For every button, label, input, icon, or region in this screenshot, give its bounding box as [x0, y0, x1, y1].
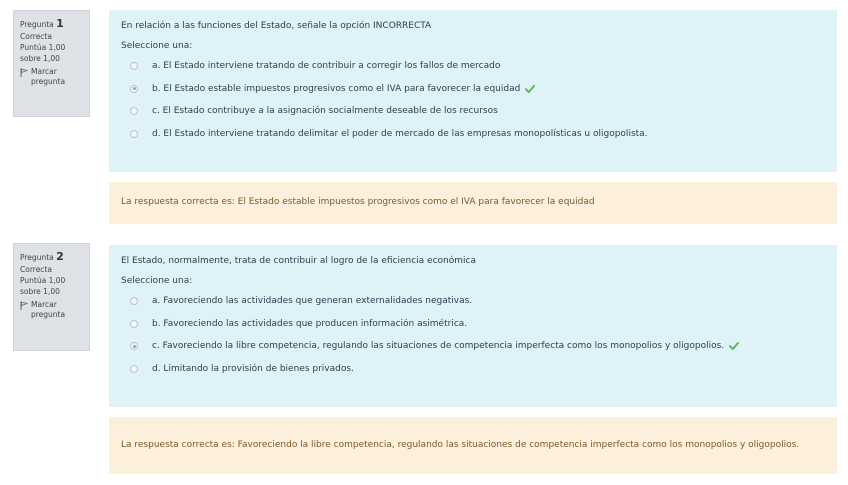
- question-number-2: Pregunta 2: [20, 250, 64, 263]
- radio-button[interactable]: [130, 365, 138, 373]
- check-icon: [729, 342, 739, 350]
- answer-option-label: d. Limitando la provisión de bienes privados.: [152, 363, 354, 374]
- answer-prompt-2: Seleccione una:: [121, 276, 193, 286]
- answer-option[interactable]: [121, 290, 825, 313]
- question-content-2: [109, 245, 837, 407]
- question-content-1: [109, 10, 837, 172]
- answer-option[interactable]: [121, 335, 825, 358]
- answer-option-label: c. El Estado contribuye a la asignación socialmente deseable de los recursos: [152, 106, 498, 117]
- question-info-2: [13, 243, 90, 351]
- question-score-1: Puntúa 1,00 sobre 1,00: [20, 42, 66, 63]
- radio-button[interactable]: [130, 85, 138, 93]
- question-number-1: Pregunta 1: [20, 17, 64, 30]
- answer-option[interactable]: [121, 55, 825, 78]
- answer-option-label: c. Favoreciendo la libre competencia, regulando las situaciones de competencia imperfecta como los monopolios y oligopolios.: [152, 341, 725, 352]
- radio-button[interactable]: [130, 320, 138, 328]
- flag-question-2[interactable]: [20, 300, 83, 322]
- answer-option-label: b. El Estado estable impuestos progresivos como el IVA para favorecer la equidad: [152, 83, 521, 94]
- answer-options-1: [121, 55, 825, 145]
- question-status-2: Correcta: [20, 264, 52, 274]
- question-text-1: En relación a las funciones del Estado, señale la opción INCORRECTA: [121, 21, 432, 31]
- answer-option-label: b. Favoreciendo las actividades que producen información asimétrica.: [152, 318, 468, 329]
- flag-icon: [20, 68, 28, 77]
- answer-option[interactable]: [121, 123, 825, 146]
- answer-option[interactable]: [121, 358, 825, 381]
- radio-button[interactable]: [130, 130, 138, 138]
- radio-button[interactable]: [130, 107, 138, 115]
- radio-button[interactable]: [130, 342, 138, 350]
- answer-option-label: a. El Estado interviene tratando de contribuir a corregir los fallos de mercado: [152, 61, 501, 72]
- flag-question-1[interactable]: [20, 67, 83, 89]
- flag-question-label: Marcar pregunta: [31, 66, 66, 87]
- radio-button[interactable]: [130, 297, 138, 305]
- right-answer-2: La respuesta correcta es: Favoreciendo la libre competencia, regulando las situaciones de competencia imperfecta como los monopolios y oligopolios.: [109, 417, 837, 474]
- answer-option-label: a. Favoreciendo las actividades que generan externalidades negativas.: [152, 296, 473, 307]
- check-icon: [525, 85, 535, 93]
- answer-options-2: [121, 290, 825, 380]
- question-info-1: [13, 10, 90, 117]
- answer-option-label: d. El Estado interviene tratando delimitar el poder de mercado de las empresas monopolísticas u oligopolista.: [152, 128, 648, 139]
- radio-button[interactable]: [130, 62, 138, 70]
- question-status-1: Correcta: [20, 31, 52, 41]
- flag-question-label: Marcar pregunta: [31, 299, 66, 320]
- flag-icon: [20, 301, 28, 310]
- radio-selected-dot: [133, 87, 136, 90]
- answer-option[interactable]: [121, 78, 825, 101]
- radio-selected-dot: [133, 345, 136, 348]
- question-score-2: Puntúa 1,00 sobre 1,00: [20, 275, 66, 296]
- question-text-2: El Estado, normalmente, trata de contribuir al logro de la eficiencia económica: [121, 256, 476, 266]
- answer-prompt-1: Seleccione una:: [121, 41, 193, 51]
- answer-option[interactable]: [121, 313, 825, 336]
- right-answer-1: La respuesta correcta es: El Estado estable impuestos progresivos como el IVA para favorecer la equidad: [109, 182, 837, 224]
- answer-option[interactable]: [121, 100, 825, 123]
